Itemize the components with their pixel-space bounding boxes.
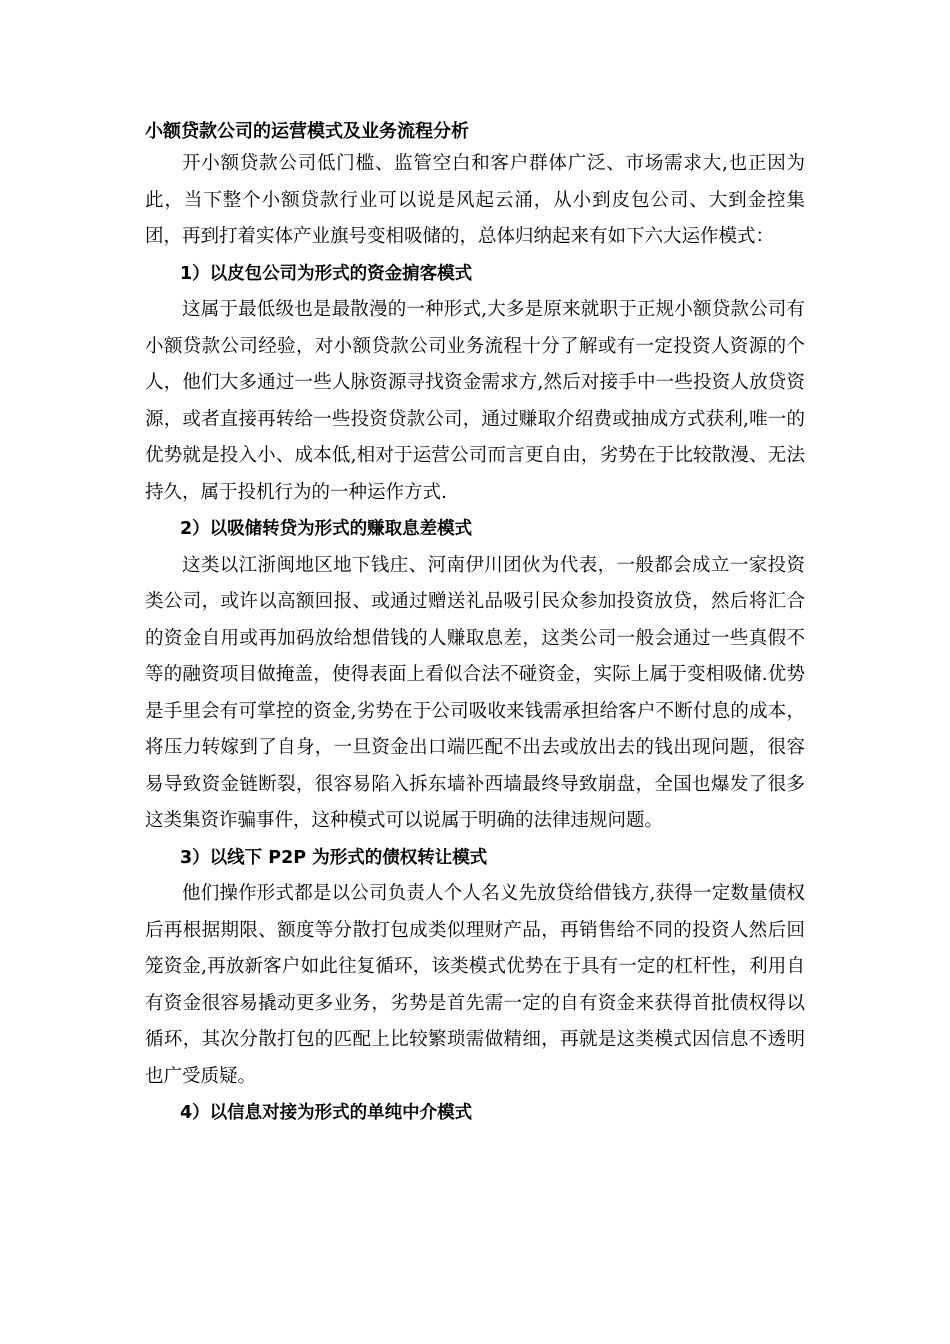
intro-paragraph: 开小额贷款公司低门槛、监管空白和客户群体广泛、市场需求大,也正因为此，当下整个小额贷款行业可以说是风起云涌，从小到皮包公司、大到金控集团，再到打着实体产业旗号变相吸储的，总体归纳起来有如下六大运作模式：	[145, 153, 805, 247]
section-1-heading: 1）以皮包公司为形式的资金掮客模式	[180, 263, 473, 284]
section-1-body: 这属于最低级也是最散漫的一种形式,大多是原来就职于正规小额贷款公司有小额贷款公司经验，对小额贷款公司业务流程十分了解或有一定投资人资源的个人，他们大多通过一些人脉资源寻找资金需求方,然后对接手中一些投资人放贷资源，或者直接再转给一些投资贷款公司，通过赚取介绍费或抽成方式获利,唯一的优势就是投入小、成本低,相对于运营公司而言更自由，劣势在于比较散漫、无法持久，属于投机行为的一种运作方式.	[145, 299, 805, 503]
section-2-body: 这类以江浙闽地区地下钱庄、河南伊川团伙为代表，一般都会成立一家投资类公司，或许以高额回报、或通过赠送礼品吸引民众参加投资放贷，然后将汇合的资金自用或再加码放给想借钱的人赚取息差，这类公司一般会通过一些真假不等的融资项目做掩盖，使得表面上看似合法不碰资金，实际上属于变相吸储.优势是手里会有可掌控的资金,劣势在于公司吸收来钱需承担给客户不断付息的成本，将压力转嫁到了自身，一旦资金出口端匹配不出去或放出去的钱出现问题，很容易导致资金链断裂，很容易陷入拆东墙补西墙最终导致崩盘，全国也爆发了很多这类集资诈骗事件，这种模式可以说属于明确的法律违规问题。	[145, 554, 805, 831]
section-3-body: 他们操作形式都是以公司负责人个人名义先放贷给借钱方,获得一定数量债权后再根据期限、额度等分散打包成类似理财产品，再销售给不同的投资人然后回笼资金,再放新客户如此往复循环，该类模式优势在于具有一定的杠杆性，利用自有资金很容易撬动更多业务，劣势是首先需一定的自有资金来获得首批债权得以循环，其次分散打包的匹配上比较繁琐需做精细，再就是这类模式因信息不透明也广受质疑。	[145, 883, 805, 1087]
section-4-heading: 4）以信息对接为形式的单纯中介模式	[180, 1103, 473, 1123]
document-page	[145, 118, 805, 1132]
section-3-heading: 3）以线下 P2P 为形式的债权转让模式	[180, 847, 488, 868]
document-title: 小额贷款公司的运营模式及业务流程分析	[145, 121, 469, 142]
section-2-heading: 2）以吸储转贷为形式的赚取息差模式	[180, 519, 473, 539]
